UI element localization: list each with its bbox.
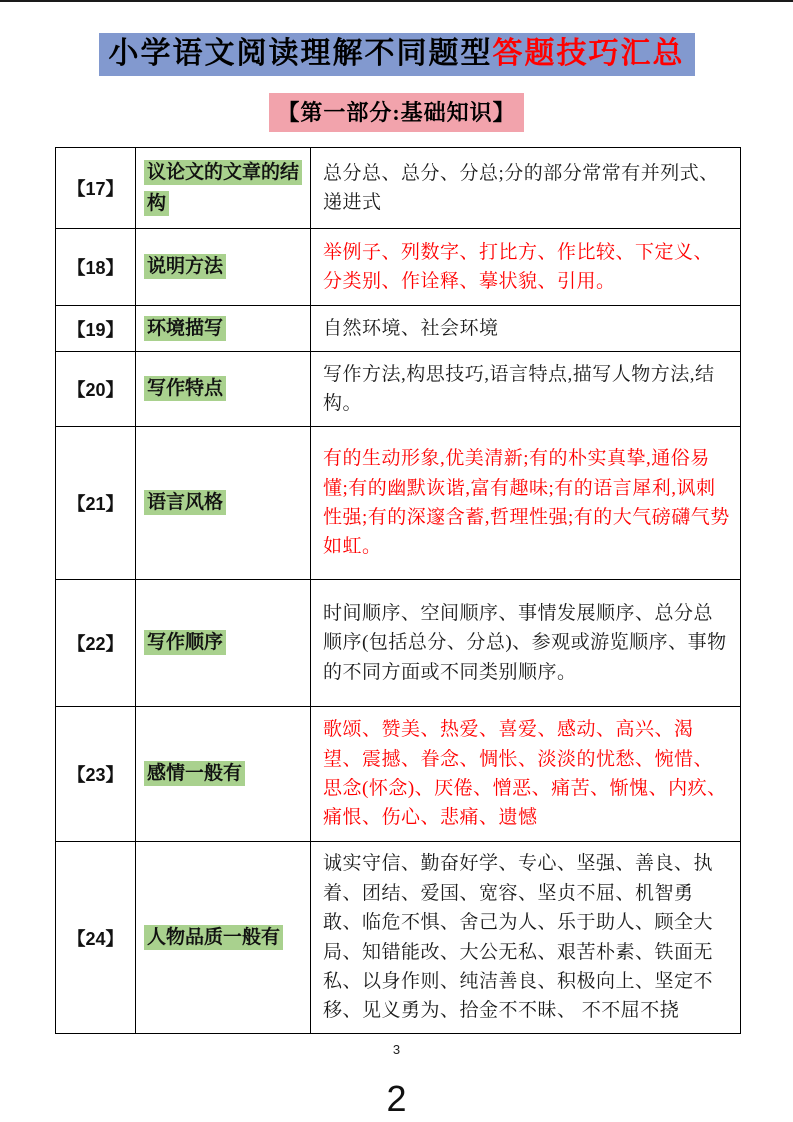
row-number: 【17】	[56, 148, 136, 229]
table-row	[56, 306, 741, 352]
row-topic	[136, 707, 311, 842]
row-topic	[136, 842, 311, 1034]
topic-highlight: 感情一般有	[144, 761, 245, 786]
page-top-edge	[0, 0, 793, 2]
topic-highlight: 写作顺序	[144, 630, 226, 655]
section-subtitle: 【第一部分:基础知识】	[269, 93, 523, 132]
row-number: 【20】	[56, 352, 136, 427]
topic-highlight: 环境描写	[144, 316, 226, 341]
row-topic	[136, 148, 311, 229]
table-row	[56, 352, 741, 427]
topic-highlight: 写作特点	[144, 376, 226, 401]
topic-highlight: 说明方法	[144, 254, 226, 279]
row-number: 【21】	[56, 427, 136, 580]
table-row	[56, 707, 741, 842]
row-number: 【23】	[56, 707, 136, 842]
document-page-number: 3	[392, 1042, 401, 1057]
row-content: 总分总、总分、分总;分的部分常常有并列式、递进式	[311, 148, 741, 229]
row-topic	[136, 352, 311, 427]
row-content: 写作方法,构思技巧,语言特点,描写人物方法,结构。	[311, 352, 741, 427]
page-title-red: 答题技巧汇总	[492, 37, 685, 70]
row-content: 有的生动形象,优美清新;有的朴实真挚,通俗易懂;有的幽默诙谐,富有趣味;有的语言犀利,讽刺性强;有的深邃含蓄,哲理性强;有的大气磅礴气势如虹。	[311, 427, 741, 580]
row-number: 【22】	[56, 580, 136, 707]
table-row	[56, 842, 741, 1034]
row-content: 歌颂、赞美、热爱、喜爱、感动、高兴、渴望、震撼、眷念、惆怅、淡淡的忧愁、惋惜、思念(怀念)、厌倦、憎恶、痛苦、惭愧、内疚、痛恨、伤心、悲痛、遗憾	[311, 707, 741, 842]
topic-highlight: 议论文的文章的结构	[144, 160, 302, 216]
table-row	[56, 580, 741, 707]
table-row	[56, 148, 741, 229]
row-content: 自然环境、社会环境	[311, 306, 741, 352]
row-topic	[136, 229, 311, 306]
viewer-page-number: 2	[386, 1078, 407, 1119]
row-topic	[136, 306, 311, 352]
row-content: 时间顺序、空间顺序、事情发展顺序、总分总顺序(包括总分、分总)、参观或游览顺序、事物的不同方面或不同类别顺序。	[311, 580, 741, 707]
row-number: 【24】	[56, 842, 136, 1034]
techniques-table	[55, 147, 741, 1034]
row-number: 【18】	[56, 229, 136, 306]
table-row	[56, 229, 741, 306]
title-bar	[0, 0, 793, 76]
topic-highlight: 语言风格	[144, 490, 226, 515]
page-title-black: 小学语文阅读理解不同题型	[108, 37, 493, 70]
row-content: 举例子、列数字、打比方、作比较、下定义、分类别、作诠释、摹状貌、引用。	[311, 229, 741, 306]
page-title	[99, 33, 695, 76]
subtitle-bar	[0, 76, 793, 132]
row-content: 诚实守信、勤奋好学、专心、坚强、善良、执着、团结、爱国、宽容、坚贞不屈、机智勇敢、临危不惧、舍己为人、乐于助人、顾全大局、知错能改、大公无私、艰苦朴素、铁面无私、以身作则、纯洁善良、积极向上、坚定不移、见义勇为、拾金不不昧、 不不屈不挠	[311, 842, 741, 1034]
row-number: 【19】	[56, 306, 136, 352]
row-topic	[136, 427, 311, 580]
table-row	[56, 427, 741, 580]
row-topic	[136, 580, 311, 707]
topic-highlight: 人物品质一般有	[144, 925, 283, 950]
